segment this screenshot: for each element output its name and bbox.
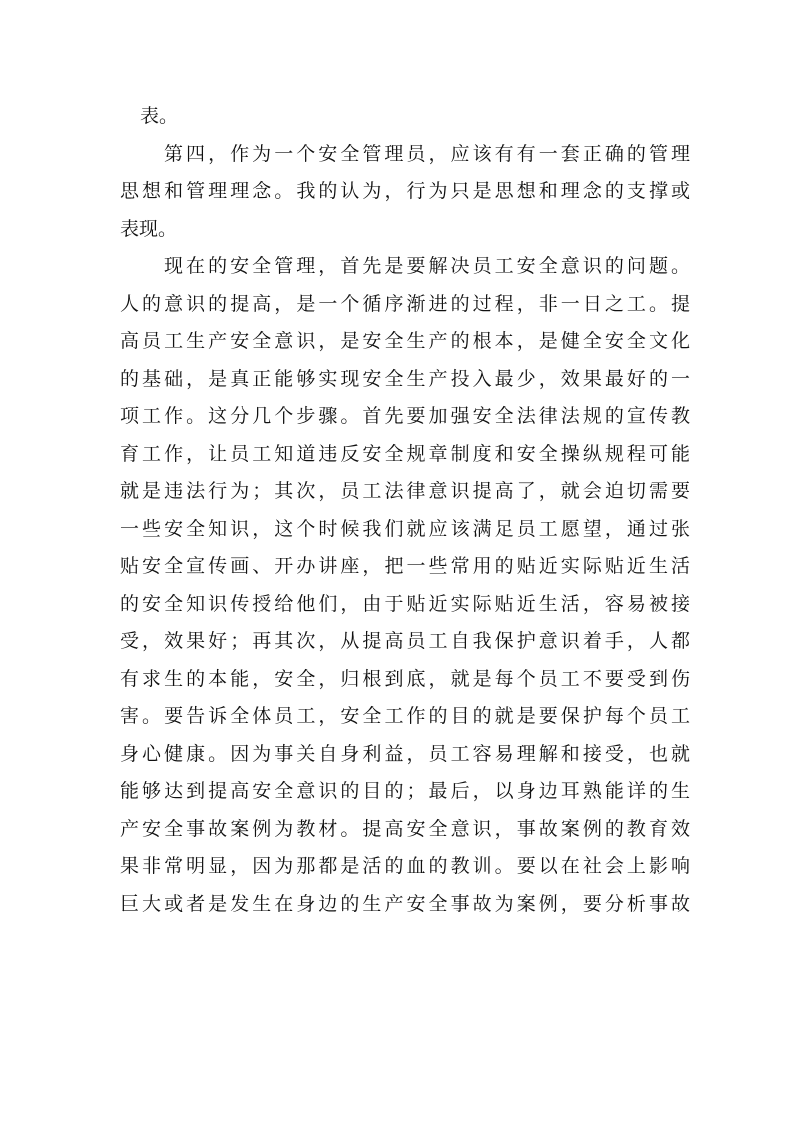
text-line: 一些安全知识，这个时候我们就应该满足员工愿望，通过张 [120,517,690,540]
text-line: 思想和管理理念。我的认为，行为只是思想和理念的支撑或 [120,180,690,202]
text-line: 果非常明显，因为那都是活的血的教训。要以在社会上影响 [120,855,690,877]
text-line: 身心健康。因为事关自身利益，员工容易理解和接受，也就 [120,742,690,765]
text-line: 巨大或者是发生在身边的生产安全事故为案例，要分析事故 [120,892,690,915]
text-line: 有求生的本能，安全，归根到底，就是每个员工不要受到伤 [120,667,690,690]
text-line: 第四，作为一个安全管理员，应该有有一套正确的管理 [164,142,690,165]
text-line: 害。要告诉全体员工，安全工作的目的就是要保护每个员工 [120,705,690,727]
body-text [120,98,690,923]
text-line: 的基础，是真正能够实现安全生产投入最少，效果最好的一 [120,367,690,390]
text-line: 能够达到提高安全意识的目的；最后，以身边耳熟能详的生 [120,780,690,802]
text-line: 贴安全宣传画、开办讲座，把一些常用的贴近实际贴近生活 [120,555,690,577]
text-line: 的安全知识传授给他们，由于贴近实际贴近生活，容易被接 [120,592,690,615]
text-line: 项工作。这分几个步骤。首先要加强安全法律法规的宣传教 [120,405,690,427]
text-line: 高员工生产安全意识，是安全生产的根本，是健全安全文化 [120,330,690,352]
text-line: 受，效果好；再其次，从提高员工自我保护意识着手，人都 [120,630,690,652]
text-line: 人的意识的提高，是一个循序渐进的过程，非一日之工。提 [120,292,690,315]
text-line: 育工作，让员工知道违反安全规章制度和安全操纵规程可能 [120,442,690,465]
text-line: 现在的安全管理，首先是要解决员工安全意识的问题。 [164,255,690,277]
text-line: 就是违法行为；其次，员工法律意识提高了，就会迫切需要 [120,480,690,502]
text-line: 表现。 [120,217,178,240]
text-line: 产安全事故案例为教材。提高安全意识，事故案例的教育效 [120,817,690,840]
text-line: 表。 [140,105,179,127]
